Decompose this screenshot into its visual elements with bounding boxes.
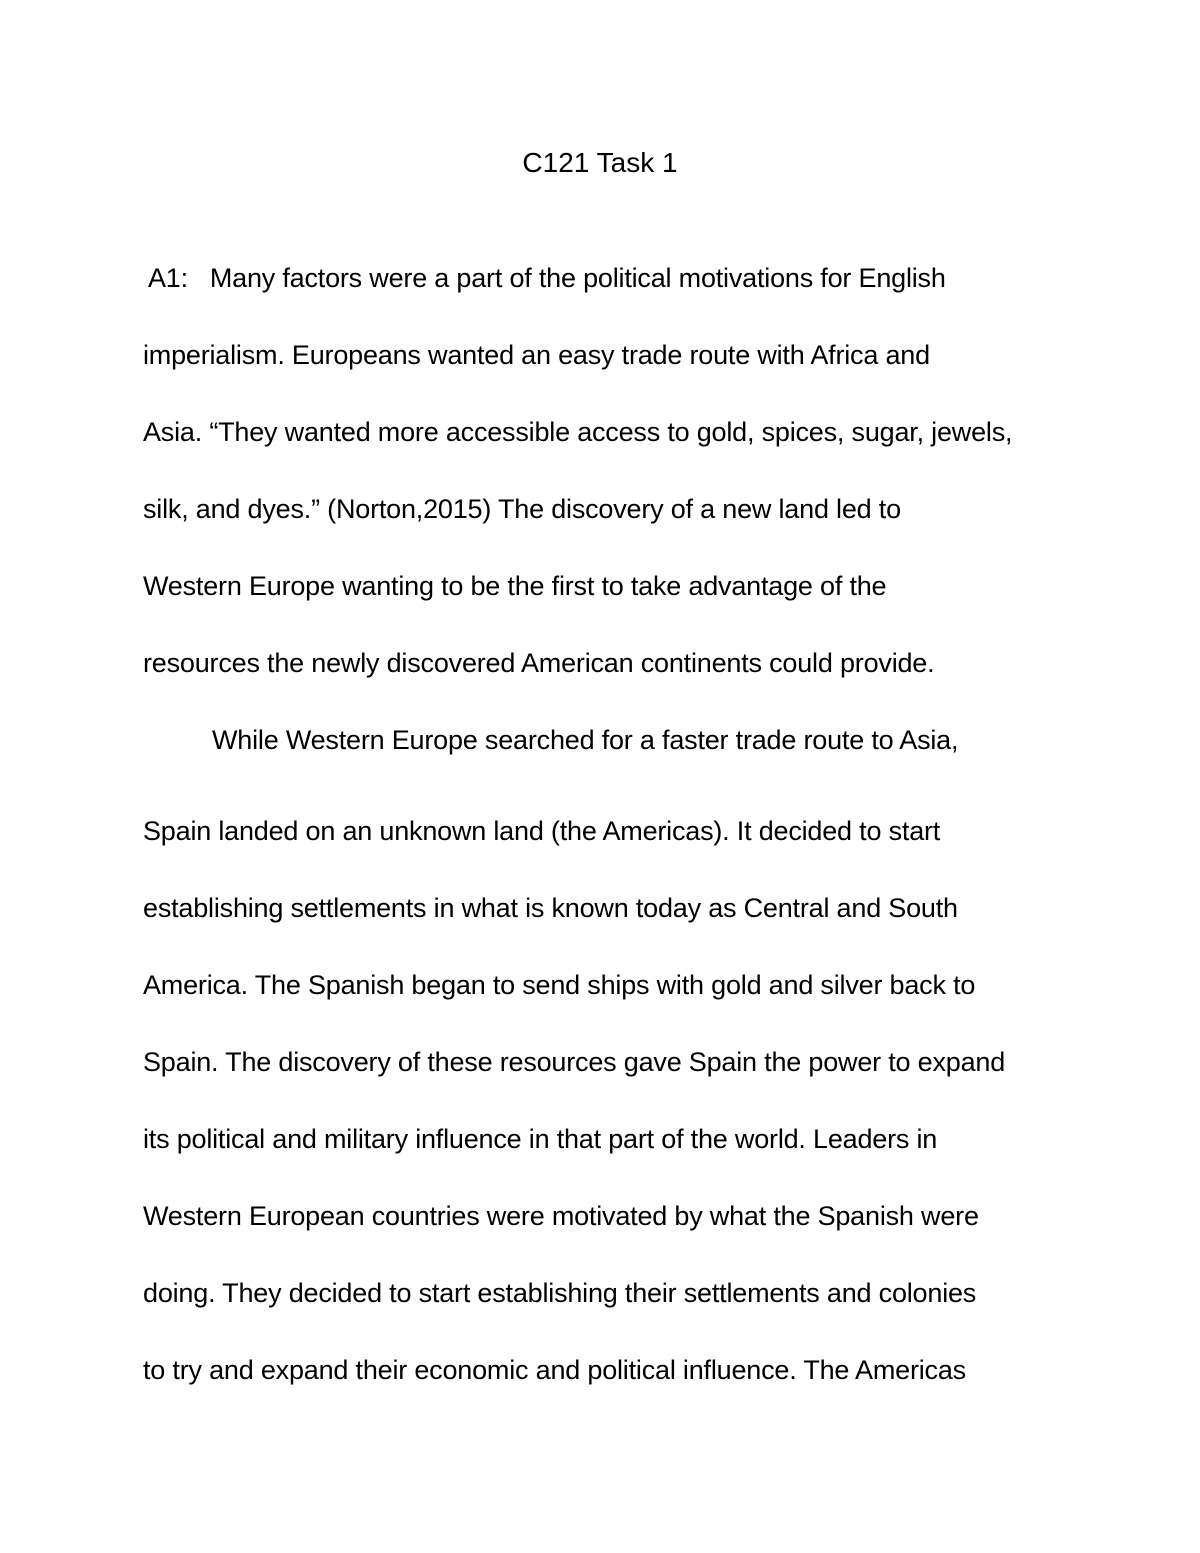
text-line: America. The Spanish began to send ships with gold and silver back to <box>143 970 976 1000</box>
text-line: A1: Many factors were a part of the political motivations for English <box>148 263 946 293</box>
text-line: Spain landed on an unknown land (the Americas). It decided to start <box>143 816 941 846</box>
text-line: Spain. The discovery of these resources gave Spain the power to expand <box>143 1047 1006 1077</box>
text-line: Asia. “They wanted more accessible access to gold, spices, sugar, jewels, <box>143 417 1013 447</box>
text-line: Western Europe wanting to be the first to take advantage of the <box>143 571 887 601</box>
text-line: to try and expand their economic and political influence. The Americas <box>143 1355 966 1385</box>
text-line: resources the newly discovered American continents could provide. <box>143 648 935 678</box>
document-title: C121 Task 1 <box>522 147 678 178</box>
text-line: imperialism. Europeans wanted an easy trade route with Africa and <box>143 340 930 370</box>
text-line: While Western Europe searched for a faster trade route to Asia, <box>212 725 959 755</box>
text-line: doing. They decided to start establishing their settlements and colonies <box>143 1278 977 1308</box>
text-line: silk, and dyes.” (Norton,2015) The discovery of a new land led to <box>143 494 901 524</box>
text-line: its political and military influence in that part of the world. Leaders in <box>143 1124 938 1154</box>
text-line: Western European countries were motivated by what the Spanish were <box>143 1201 979 1231</box>
text-line: establishing settlements in what is known today as Central and South <box>143 893 958 923</box>
